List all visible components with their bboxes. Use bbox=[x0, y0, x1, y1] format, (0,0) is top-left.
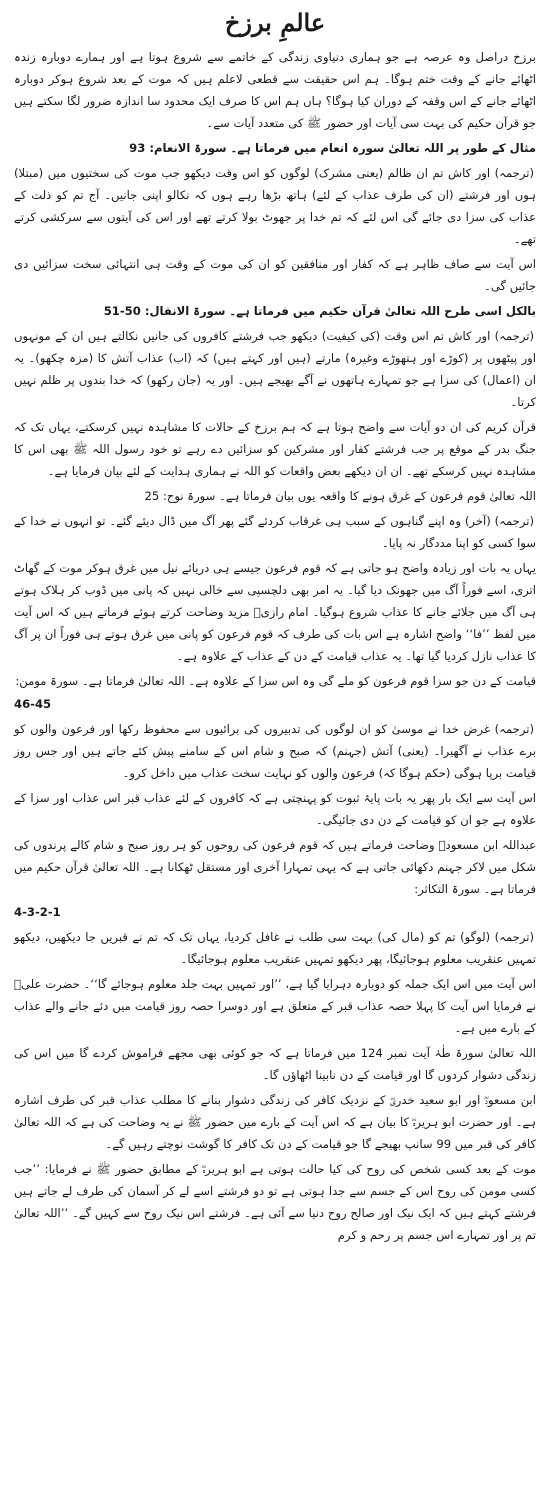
paragraph-nuh-translation: (ترجمہ) (آخر) وہ اپنے گناہوں کے سبب ہی غرقاب کردئے گئے پھر آگ میں ڈال دیئے گئے۔ تو انہوں نے خدا کے سوا کسی کو اپنا مددگار نہ پایا۔ bbox=[14, 514, 536, 550]
paragraph-momin-intro: قیامت کے دن جو سزا قوم فرعون کو ملے گی وہ اس سزا کے علاوہ ہے۔ اللہ تعالیٰ فرماتا ہے۔ سورۃ مومن: bbox=[15, 674, 536, 688]
paragraph-takathur-translation: (ترجمہ) (لوگو) تم کو (مال کی) بہت سی طلب نے غافل کردیا، یہاں تک کہ تم نے قبریں جا دیکھیں، دیکھو تمہیں عنقریب معلوم ہوجائیگا، پھر دیکھو تمہیں عنقریب معلوم ہوجائیگا۔ bbox=[14, 930, 536, 966]
article-page bbox=[7, 0, 543, 1500]
paragraph-anam-translation: (ترجمہ) اور کاش تم ان ظالم (یعنی مشرک) لوگوں کو اس وقت دیکھو جب موت کی سختیوں میں (مبتلا) ہوں اور فرشتے (ان کی طرف عذاب کے لئے) ہاتھ بڑھا رہے ہوں کہ نکالو اپنی جانیں۔ آج تم کو ذلت کے عذاب کی سزا دی جائے گی اس لئے کہ تم خدا پر جھوٹ بولا کرتے تھے اور اس کی آیتوں سے سرکشی کرتے تھے۔ bbox=[14, 166, 536, 246]
paragraph-abu-hurairah: ابن مسعودؓ اور ابو سعید خدریؓ کے نزدیک کافر کی زندگی دشوار بنانے کا مطلب عذاب قبر کی طرف اشارہ ہے۔ اور حضرت ابو ہریرہؓ کا بیان ہے کہ اس آیت کے بارے میں حضور ﷺ نے یہ وضاحت کی ہے کہ اللہ تعالیٰ کافر کی قبر میں 99 سانپ بھیجے گا جو قیامت کے دن تک کافر کا گوشت نوچتے رہیں گے۔ bbox=[14, 1093, 536, 1151]
paragraph-taha: اللہ تعالیٰ سورۃ طٰہٰ آیت نمبر 124 میں فرماتا ہے کہ جو کوئی بھی مجھے فراموش کردے گا میں اس کی زندگی دشوار کردوں گا اور قیامت کے دن نابینا اٹھاؤں گا۔ bbox=[14, 1046, 536, 1082]
verse-ref-momin: 46-45 bbox=[14, 697, 52, 711]
article-title: عالمِ برزخ bbox=[224, 8, 326, 37]
paragraph-badr: قرآن کریم کی ان دو آیات سے واضح ہوتا ہے کہ ہم برزخ کے حالات کا مشاہدہ نہیں کرسکتے، یہاں تک کہ جنگ بدر کے موقع پر جب فرشتے کفار اور مشرکین کو سزائیں دے رہے تو خود رسول اللہ ﷺ بھی اس کا مشاہدہ نہیں کرسکے تھے۔ ان ان دیکھے بعض واقعات کو اللہ نے ہماری ہدایت کے لئے بیان فرمایا ہے۔ bbox=[14, 420, 536, 478]
paragraph-ali: اس آیت میں اس ایک جملہ کو دوبارہ دہرایا گیا ہے، ’’اور تمہیں بہت جلد معلوم ہوجائے گا‘‘۔ حضرت علیؓ نے فرمایا اس آیت کا پہلا حصہ عذاب قبر کے متعلق ہے اور دوسرا حصہ روز قیامت میں دئے جانے والے عذاب کے بارے میں ہے۔ bbox=[14, 977, 536, 1035]
paragraph-anfal-translation: (ترجمہ) اور کاش تم اس وقت (کی کیفیت) دیکھو جب فرشتے کافروں کی جانیں نکالتے ہیں ان کے مونہوں اور پیٹھوں پر (کوڑے اور ہتھوڑے وغیرہ) مارتے (ہیں اور کہتے ہیں) کہ (اب) عذاب آتش کا (مزہ چکھو)۔ یہ ان (اعمال) کی سزا ہے جو تمہارے ہاتھوں نے آگے بھیجے ہیں۔ اور یہ (جان رکھو) کہ خدا بندوں پر ظلم نہیں کرتا۔ bbox=[14, 329, 536, 409]
paragraph-momin-translation: (ترجمہ) غرض خدا نے موسیٰ کو ان لوگوں کی تدبیروں کی برائیوں سے محفوظ رکھا اور فرعون والوں کو برے عذاب نے آگھیرا۔ (یعنی) آتش (جہنم) کہ صبح و شام اس کے سامنے پیش کئے جاتے ہیں اور جس روز قیامت برپا ہوگی (حکم ہوگا کہ) فرعون والوں کو نہایت سخت عذاب میں داخل کرو۔ bbox=[14, 722, 536, 780]
paragraph-pharaoh-ref: اللہ تعالیٰ قوم فرعون کے غرق ہونے کا واقعہ یوں بیان فرماتا ہے۔ سورۃ نوح: 25 bbox=[144, 489, 536, 503]
verse-ref-takathur: 4-3-2-1 bbox=[14, 905, 61, 919]
paragraph-intro: برزخ دراصل وہ عرصہ ہے جو ہماری دنیاوی زندگی کے خاتمے سے شروع ہوتا ہے اور ہمارے دوبارہ زندہ اٹھائے جانے کے وقت ختم ہوگا۔ ہم اس حقیقت سے قطعی لاعلم ہیں کہ موت کے بعد شروع ہوکر دوبارہ اٹھائے جانے کے اس وقفہ کے دوران کیا ہوگا؟ ہاں ہم اس کا صرف ایک محدود سا اندازہ ضرور لگا سکتے ہیں جو قرآن حکیم کی بہت سی آیات اور حضور ﷺ کی متعدد آیات سے۔ bbox=[14, 50, 536, 130]
paragraph-soul: موت کے بعد کسی شخص کی روح کی کیا حالت ہوتی ہے ابو ہریرہؓ کے مطابق حضور ﷺ نے فرمایا: ’’جب کسی مومن کی روح اس کے جسم سے جدا ہوتی ہے تو دو فرشتے اسے لے کر آسمان کی طرف لے جاتے ہیں فرشتے کہتے ہیں کہ ایک نیک اور صالح روح دنیا سے آئی ہے۔ فرشتے اس نیک روح سے کہیں گے۔ ’’اللہ تعالیٰ تم پر اور تمہارے اس جسم پر رحم و کرم bbox=[14, 1162, 536, 1242]
paragraph-qabr-proof: اس آیت سے ایک بار پھر یہ بات پایۂ ثبوت کو پہنچتی ہے کہ کافروں کے لئے عذاب قبر اس عذاب اور سزا کے علاوہ ہے جو ان کو قیامت کے دن دی جائیگی۔ bbox=[14, 791, 536, 827]
paragraph-anfal-ref: بالکل اسی طرح اللہ تعالیٰ قرآن حکیم میں فرماتا ہے۔ سورۃ الانفال: 50-51 bbox=[103, 304, 536, 318]
paragraph-anam-ref: مثال کے طور پر اللہ تعالیٰ سورہ انعام میں فرماتا ہے۔ سورۃ الانعام: 93 bbox=[129, 141, 536, 155]
paragraph-razi: یہاں یہ بات اور زیادہ واضح ہو جاتی ہے کہ قوم فرعون جیسے ہی دریائے نیل میں غرق ہوکر موت کے گھاٹ اتری، اسے فوراً آگ میں جھونک دیا گیا۔ یہ امر بھی دلچسپی سے خالی نہیں کہ پانی میں ڈوب کر ہلاک ہوتے ہی آگ میں جلائے جانے کا عذاب شروع ہوگیا۔ امام رازیؒ مزید وضاحت کرتے ہوئے فرماتے ہیں کہ اس آیت میں لفظ ’’فا‘‘ واضح اشارہ ہے اس بات کی طرف کہ قوم فرعون کو پانی میں غرق ہوتے ہی فوراً ان پر آگ کا عذاب نازل کردیا گیا تھا۔ یہ عذاب قیامت کے دن کے عذاب کے علاوہ ہے۔ bbox=[14, 561, 536, 663]
paragraph-anam-comment: اس آیت سے صاف ظاہر ہے کہ کفار اور منافقین کو ان کی موت کے وقت ہی انتہائی سخت سزائیں دی جائیں گی۔ bbox=[14, 257, 536, 293]
paragraph-ibn-masud: عبداللہ ابن مسعودؓ وضاحت فرماتے ہیں کہ قوم فرعون کی روحوں کو ہر روز صبح و شام کالے پرندوں کی شکل میں لاکر جہنم دکھائی جاتی ہے کہ یہی تمہارا آخری اور مستقل ٹھکانا ہے۔ اللہ تعالیٰ قرآن حکیم میں فرماتا ہے۔ سورۃ التکاثر: bbox=[14, 838, 536, 896]
